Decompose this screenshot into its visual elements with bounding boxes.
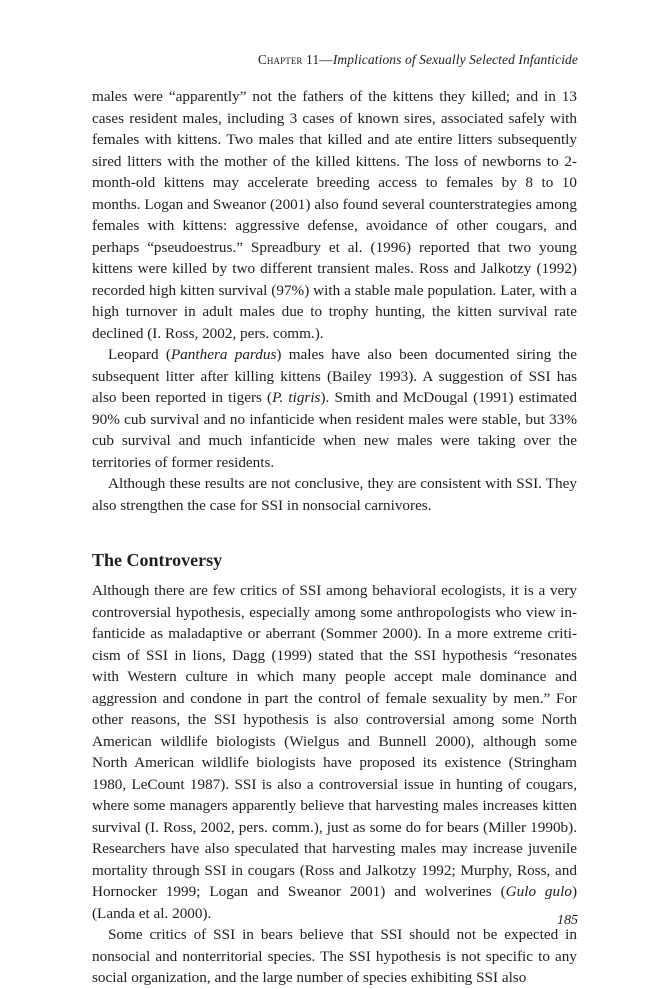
chapter-label: Chapter 11 [257,52,320,67]
paragraph [92,86,577,344]
paragraph-text: ) males have also been documented siring the subsequent litter after killing kittens (Bailey 1993). A suggestion of SSI has also been reported in tigers ( [92,346,577,406]
paragraph-text: males were “apparently” not the fathers of the kittens they killed; and in 13 cases resident males, including 3 cases of known sires, associated safely with females with kittens. Two males that killed and ate entire litters subsequently sired litters with the mother of the killed kittens. The loss of newborns to 2-month-old kittens may accelerate breeding access to females by 8 to 10 months. Logan and Sweanor (2001) also found several counterstrategies among females with kittens: aggressive defense, avoidance of other cougars, and perhaps “pseudoestrus.” Spreadbury et al. (1996) reported that two young kittens were killed by two different transient males. Ross and Jalkotzy (1992) recorded high kitten survival (97%) with a stable male population. Later, with a high turnover in adult males due to trophy hunting, the kitten survival rate declined (I. Ross, 2002, pers. comm.). [92,88,577,342]
paragraph-text: Leopard ( [108,346,171,363]
species-name: Gulo gulo [505,883,572,900]
paragraph [92,924,577,989]
paragraph-text: ). Smith and McDougal (1991) estimated 90% cub survival and no infanticide when resident males were stable, but 33% cub survival and much infanticide when new males were taking over the territories of former residents. [92,389,577,471]
running-head: Chapter 11—Implications of Sexually Selected Infanticide [257,52,578,67]
body-text [92,86,577,989]
paragraph-text: Some critics of SSI in bears believe that SSI should not be expected in nonsocial and nonterritorial species. The SSI hypothesis is not specific to any social organization, and the large number of species exhibiting SSI also [92,926,577,986]
paragraph [92,580,577,924]
paragraph-text: ) (Landa et al. 2000). [92,883,577,922]
paragraph-text: Although there are few critics of SSI among behavioral ecologists, it is a very controversial hypothesis, especially among some anthropologists who view infanticide as maladaptive or aberrant (Sommer 2000). In a more extreme criticism of SSI in lions, Dagg (1999) stated that the SSI hypothesis “resonates with Western culture in which many people accept male dominance and aggression and condone in part the control of female sexuality by men.” For other reasons, the SSI hypothesis is also controversial among some North American wildlife biologists (Wielgus and Bunnell 2000), although some North American wildlife biologists have proposed its existence (Stringham 1980, LeCount 1987). SSI is also a controversial issue in hunting of cougars, where some managers apparently believe that harvesting males increases kitten survival (I. Ross, 2002, pers. comm.), just as some do for bears (Miller 1990b). Researchers have also speculated that harvesting males may increase juvenile mortality through SSI in cougars (Ross and Jalkotzy 1992; Murphy, Ross, and Hornocker 1999; Logan and Sweanor 2001) and wolverines ( [92,582,577,900]
paragraph [92,344,577,473]
chapter-title: Implications of Sexually Selected Infanticide [332,52,578,67]
page-number: 185 [557,913,578,928]
species-name: Panthera pardus [170,346,277,363]
paragraph-text: Although these results are not conclusive, they are consistent with SSI. They also strengthen the case for SSI in nonsocial carnivores. [92,475,577,514]
section-heading: The Controversy [92,550,223,570]
paragraph [92,473,577,516]
species-name: P. tigris [272,389,321,406]
